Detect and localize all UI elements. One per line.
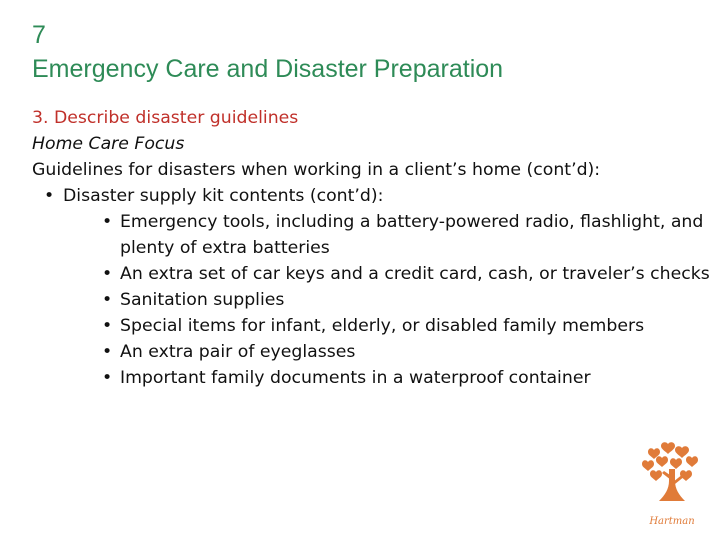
slide-title <box>32 18 503 86</box>
tree-heart-icon <box>640 436 704 516</box>
sub-bullet-item: • Special items for infant, elderly, or disabled family members <box>32 313 712 339</box>
sub-bullet-item: • Important family documents in a waterproof container <box>32 365 712 391</box>
sub-bullet-item: • Sanitation supplies <box>32 287 712 313</box>
sub-bullet-item: • An extra pair of eyeglasses <box>32 339 712 365</box>
sub-bullet-item: • Emergency tools, including a battery-powered radio, flashlight, and plenty of extra batteries <box>32 209 712 261</box>
sub-bullet-list <box>32 209 712 391</box>
hartman-logo <box>640 436 704 532</box>
chapter-number: 7 <box>32 21 46 49</box>
objective-heading: 3. Describe disaster guidelines <box>32 108 299 128</box>
chapter-title: Emergency Care and Disaster Preparation <box>32 55 504 83</box>
logo-text: Hartman <box>649 516 695 527</box>
slide-content <box>32 105 712 391</box>
bullet-supply-kit: • Disaster supply kit contents (cont’d): <box>32 183 712 209</box>
focus-label: Home Care Focus <box>32 134 185 154</box>
sub-bullet-item: • An extra set of car keys and a credit card, cash, or traveler’s checks <box>32 261 712 287</box>
intro-text: Guidelines for disasters when working in a client’s home (cont’d): <box>32 160 601 180</box>
